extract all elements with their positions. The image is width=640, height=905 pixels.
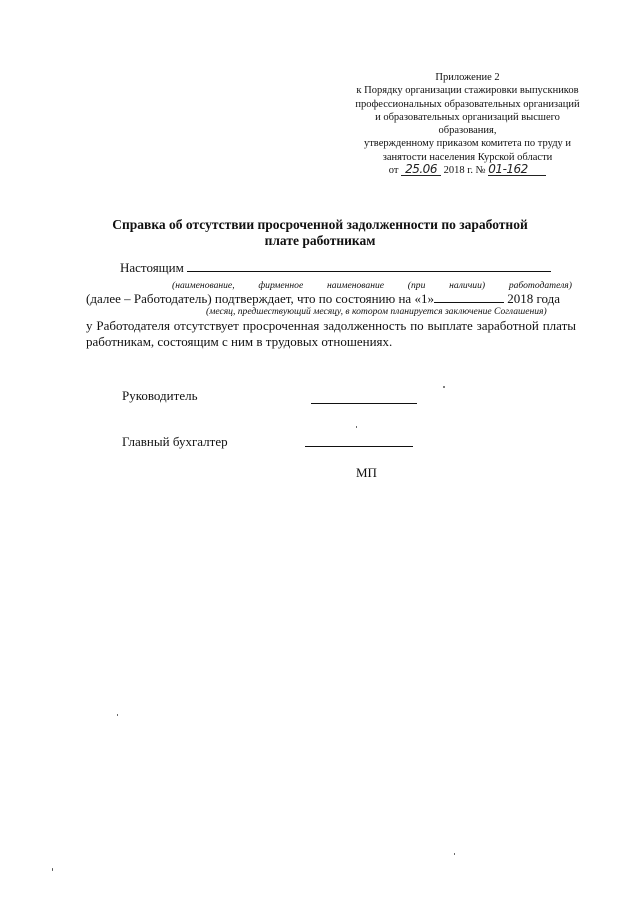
hint-word: работодателя) xyxy=(508,280,572,291)
hint-word: наименование xyxy=(327,280,385,291)
hint-word: фирменное xyxy=(258,280,304,291)
appendix-line: образования, xyxy=(438,125,497,137)
appendix-line: Приложение 2 xyxy=(435,72,500,83)
accountant-signature-line[interactable] xyxy=(305,446,413,447)
stamp-place-label: МП xyxy=(356,465,377,480)
scan-speck xyxy=(52,868,53,871)
employer-name-blank[interactable] xyxy=(187,260,551,272)
state-date-row xyxy=(86,291,560,306)
month-hint: (месяц, предшествующий месяцу, в котором планируется заключение Соглашения) xyxy=(206,306,547,317)
head-signature-line[interactable] xyxy=(311,403,417,404)
date-prefix: от xyxy=(388,165,399,177)
scan-speck xyxy=(356,426,357,428)
handwritten-order-number: 01-162 xyxy=(488,164,546,176)
hint-word: (наименование, xyxy=(172,280,235,291)
scan-speck xyxy=(454,853,455,855)
document-title: Справка об отсутствии просроченной задолженности по заработной плате работникам xyxy=(112,217,528,248)
intro-word: Настоящим xyxy=(120,260,184,275)
date-suffix: 2018 г. № xyxy=(443,165,486,177)
scan-speck xyxy=(117,714,118,716)
hint-word: (при xyxy=(407,280,426,291)
head-label: Руководитель xyxy=(122,388,198,403)
state-year-text: 2018 года xyxy=(507,291,560,306)
statement-paragraph: у Работодателя отсутствует просроченная задолженность по выплате заработной платы работникам, состоящим с ним в трудовых отношениях. xyxy=(86,318,576,349)
accountant-label: Главный бухгалтер xyxy=(122,434,228,449)
hint-word: наличии) xyxy=(449,280,486,291)
employer-name-hint xyxy=(172,280,572,291)
appendix-line: утвержденному приказом комитета по труду и xyxy=(363,138,572,150)
appendix-line: профессиональных образовательных организаций xyxy=(355,98,580,110)
state-date-text: (далее – Работодатель) подтверждает, что по состоянию на «1» xyxy=(86,291,434,306)
month-blank[interactable] xyxy=(434,291,504,303)
appendix-line: к Порядку организации стажировки выпускников xyxy=(356,85,579,97)
intro-row xyxy=(120,260,551,275)
appendix-block xyxy=(345,71,590,177)
scan-speck xyxy=(443,386,445,388)
handwritten-date: 25.06 xyxy=(401,164,441,176)
appendix-line: занятости населения Курской области xyxy=(382,151,553,163)
appendix-line: и образовательных организаций высшего xyxy=(375,111,560,123)
appendix-date-line xyxy=(345,164,590,177)
